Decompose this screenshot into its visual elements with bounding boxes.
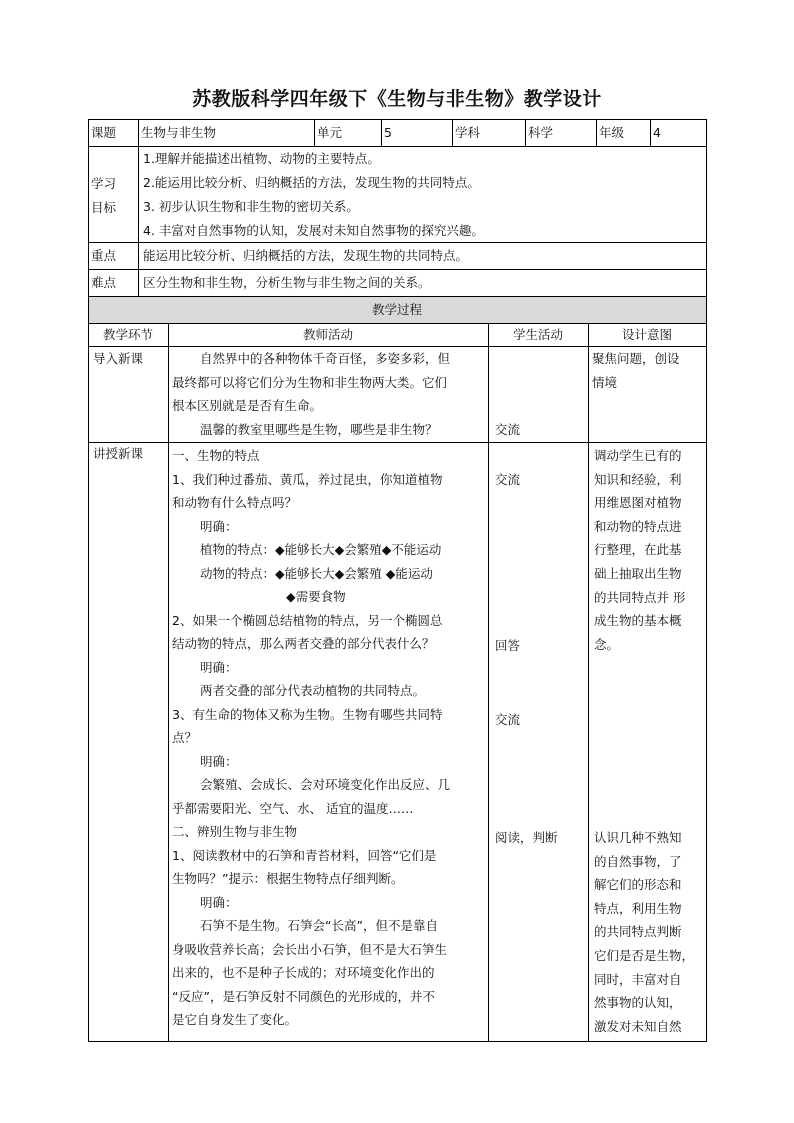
column-divider	[525, 119, 526, 146]
text-line: 3、有生命的物体又称为生物。生物有哪些共同特	[172, 706, 443, 722]
row-divider	[88, 323, 707, 324]
column-divider	[314, 119, 315, 146]
column-divider	[168, 323, 169, 1042]
text-line: 行整理，在此基	[594, 542, 682, 558]
intro-stage: 导入新课	[93, 351, 144, 366]
text-line: 明确：	[200, 659, 238, 675]
text-line: 它们是否是生物，	[594, 947, 695, 963]
difficulty-label: 难点	[91, 275, 117, 290]
row-divider	[88, 296, 707, 297]
subject-label: 学科	[455, 125, 481, 140]
text-line: 石笋不是生物。石笋会“长高”，但不是靠自	[200, 918, 438, 933]
text-line: 一、生物的特点	[172, 448, 260, 463]
column-divider	[138, 119, 139, 296]
text-line: 明确：	[200, 753, 238, 769]
unit-label: 单元	[317, 125, 343, 140]
goals-label-line1: 学习	[91, 176, 117, 191]
text-line: 1、阅读教材中的石笋和青苔材料，回答“它们是	[172, 847, 437, 863]
topic-label: 课题	[91, 125, 117, 140]
lesson-stage: 讲授新课	[93, 446, 144, 461]
text-line: 乎都需要阳光、空气、水、 适宜的温度……	[172, 800, 414, 816]
text-line: 温馨的教室里哪些是生物，哪些是非生物？	[200, 421, 438, 437]
text-line: 用维恩图对植物	[594, 495, 682, 511]
text-line: 根本区别就是是否有生命。	[172, 398, 323, 413]
column-header-teacher: 教师活动	[302, 327, 353, 342]
text-line: 情境	[592, 374, 618, 390]
text-line: 聚焦问题，创设	[592, 351, 680, 366]
text-line: 解它们的形态和	[594, 877, 682, 893]
text-line: 结动物的特点，那么两者交叠的部分代表什么？	[172, 636, 435, 651]
column-divider	[488, 323, 489, 1042]
goal-item: 1.理解并能描述出植物、动物的主要特点。	[143, 151, 380, 166]
column-header-intent: 设计意图	[621, 327, 672, 342]
row-divider	[88, 442, 707, 443]
column-header-student: 学生活动	[512, 327, 563, 342]
text-line: 的共同特点判断	[594, 924, 682, 940]
column-divider	[588, 323, 589, 1042]
text-line: 明确：	[200, 518, 238, 534]
topic-value: 生物与非生物	[141, 125, 217, 140]
table-border-right	[706, 119, 707, 1042]
lesson-student-activity: 交流	[495, 472, 521, 487]
text-line: 和动物有什么特点吗？	[172, 495, 298, 510]
unit-value: 5	[384, 125, 392, 140]
text-line: 知识和经验，利	[594, 471, 682, 487]
text-line: 两者交叠的部分代表动植物的共同特点。	[200, 683, 426, 698]
text-line: 生物吗？”提示：根据生物特点仔细判断。	[172, 871, 404, 886]
key-point-label: 重点	[91, 248, 117, 263]
text-line: 和动物的特点进	[594, 518, 682, 534]
column-header-stage: 教学环节	[102, 327, 153, 342]
lesson-student-activity: 回答	[495, 638, 521, 653]
text-line: 激发对未知自然	[594, 1018, 682, 1034]
row-divider	[88, 146, 707, 147]
grade-label: 年级	[599, 125, 625, 140]
text-line: “反应”，是石笋反射不同颜色的光形成的，并不	[172, 988, 435, 1004]
lesson-design-intent	[594, 444, 685, 656]
lesson-design-intent	[594, 826, 694, 1038]
key-point-value: 能运用比较分析、归纳概括的方法，发现生物的共同特点。	[143, 248, 469, 263]
text-line: 念。	[594, 636, 620, 652]
column-divider	[452, 119, 453, 146]
text-line: 是它自身发生了变化。	[172, 1012, 298, 1027]
grade-value: 4	[653, 125, 661, 140]
text-line: 身吸收营养长高；会长出小石笋，但不是大石笋生	[172, 941, 448, 957]
text-line: 明确：	[200, 894, 238, 910]
lesson-student-activity: 阅读，判断	[495, 830, 558, 845]
column-divider	[596, 119, 597, 146]
document-title: 苏教版科学四年级下《生物与非生物》教学设计	[192, 88, 602, 110]
row-divider	[88, 269, 707, 270]
text-line: 会繁殖、会成长、会对环境变化作出反应、几	[200, 777, 451, 792]
text-line: 然事物的认知，	[594, 995, 682, 1011]
row-divider	[88, 242, 707, 243]
table-border-top	[88, 119, 707, 120]
text-line: 二、辨别生物与非生物	[172, 824, 298, 839]
goal-item: 4. 丰富对自然事物的认知，发展对未知自然事物的探究兴趣。	[143, 223, 484, 238]
process-heading: 教学过程	[371, 302, 422, 317]
goal-item: 2.能运用比较分析、归纳概括的方法，发现生物的共同特点。	[143, 175, 480, 190]
text-line: 点？	[172, 730, 198, 745]
text-line: 2、如果一个椭圆总结植物的特点，另一个椭圆总	[172, 612, 443, 628]
column-divider	[650, 119, 651, 146]
text-line: 认识几种不熟知	[594, 830, 682, 845]
lesson-teacher-activity	[172, 444, 450, 1032]
table-border-bottom	[88, 1041, 707, 1042]
text-line: 植物的特点：◆能够长大◆会繁殖◆不能运动	[200, 542, 442, 557]
text-line: ◆需要食物	[286, 589, 346, 604]
text-line: 特点，利用生物	[594, 900, 682, 916]
intro-design-intent	[592, 347, 680, 394]
table-border-left	[88, 119, 89, 1042]
text-line: 自然界中的各种物体千奇百怪，多姿多彩，但	[200, 351, 451, 366]
text-line: 动物的特点：◆能够长大◆会繁殖 ◆能运动	[200, 565, 433, 581]
text-line: 础上抽取出生物	[594, 565, 682, 581]
text-line: 出来的，也不是种子长成的；对环境变化作出的	[172, 965, 435, 980]
lesson-student-activity: 交流	[495, 712, 521, 727]
text-line: 同时，丰富对自	[594, 971, 682, 987]
goals-label-line2: 目标	[91, 200, 117, 215]
text-line: 的共同特点并 形	[594, 589, 686, 605]
subject-value: 科学	[528, 125, 554, 140]
text-line: 调动学生已有的	[594, 448, 682, 463]
text-line: 的自然事物，了	[594, 853, 682, 869]
text-line: 成生物的基本概	[594, 613, 682, 629]
text-line: 1、我们种过番茄、黄瓜，养过昆虫，你知道植物	[172, 471, 443, 487]
column-divider	[381, 119, 382, 146]
difficulty-value: 区分生物和非生物，分析生物与非生物之间的关系。	[143, 275, 431, 290]
intro-student-activity: 交流	[495, 422, 521, 437]
row-divider	[88, 346, 707, 347]
intro-teacher-activity	[172, 347, 450, 441]
goal-item: 3. 初步认识生物和非生物的密切关系。	[143, 199, 359, 214]
text-line: 最终都可以将它们分为生物和非生物两大类。它们	[172, 374, 448, 390]
